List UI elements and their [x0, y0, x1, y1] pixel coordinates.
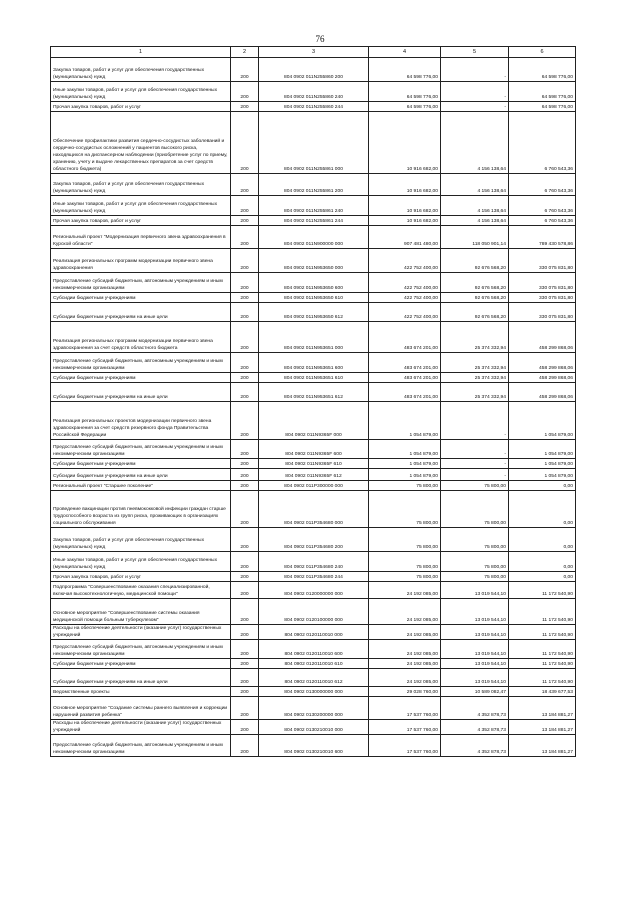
row-code: 200 [231, 697, 259, 720]
column-header: 5 [441, 47, 509, 58]
row-name: Предоставление субсидий бюджетным, автономным учреждениям и иным некоммерческим организациям [51, 440, 231, 459]
budget-table [50, 46, 576, 757]
table-row [51, 687, 576, 697]
row-plan: 17 537 760,00 [369, 735, 441, 757]
column-header: 1 [51, 47, 231, 58]
row-kbk: 804 0902 011N953650 612 [259, 303, 369, 322]
row-plan: 422 752 400,00 [369, 249, 441, 273]
row-rest: 11 172 540,90 [509, 669, 576, 687]
column-header: 4 [369, 47, 441, 58]
row-rest: 64 598 776,00 [509, 102, 576, 112]
row-name: Проведение вакцинации против пневмококковой инфекции граждан старше трудоспособного возраста из групп риска, проживающих в организациях социального обслуживания [51, 491, 231, 528]
row-rest: 0,00 [509, 491, 576, 528]
table-row [51, 599, 576, 625]
row-fact: 75 800,00 [441, 552, 509, 572]
row-rest: 330 075 831,80 [509, 273, 576, 293]
row-fact: 13 019 544,10 [441, 659, 509, 669]
row-code: 200 [231, 112, 259, 174]
row-rest: 13 184 881,27 [509, 735, 576, 757]
row-fact: 118 050 901,14 [441, 226, 509, 249]
row-kbk: 804 0902 011P354680 000 [259, 491, 369, 528]
table-row [51, 402, 576, 440]
column-header: 2 [231, 47, 259, 58]
row-plan: 1 054 879,00 [369, 402, 441, 440]
table-row [51, 249, 576, 273]
table-row [51, 735, 576, 757]
table-body [51, 58, 576, 757]
table-row [51, 373, 576, 383]
row-name: Обеспечение профилактики развития сердечно-сосудистых заболеваний и сердечно-сосудистых осложнений у пациентов высокого риска, находящихся на диспансерном наблюдении (приобретение услуг по приему, хранению, учету и выдаче лекарственных препаратов за счет средств областного бюджета) [51, 112, 231, 174]
row-name: Субсидии бюджетным учреждениям [51, 293, 231, 303]
row-name: Субсидии бюджетным учреждениям [51, 459, 231, 469]
row-kbk: 804 0902 0130210010 600 [259, 735, 369, 757]
row-rest: 0,00 [509, 481, 576, 491]
header-row [51, 47, 576, 58]
row-plan: 24 192 085,00 [369, 582, 441, 599]
row-plan: 75 800,00 [369, 572, 441, 582]
row-name: Подпрограмма "Совершенствование оказания специализированной, включая высокотехнологичную, медицинской помощи" [51, 582, 231, 599]
row-rest: 6 760 543,36 [509, 216, 576, 226]
table-row [51, 481, 576, 491]
row-fact: - [441, 58, 509, 82]
row-fact: 75 800,00 [441, 481, 509, 491]
row-fact: 13 019 544,10 [441, 599, 509, 625]
table-row [51, 102, 576, 112]
row-fact: 75 800,00 [441, 572, 509, 582]
row-name: Субсидии бюджетным учреждениям на иные цели [51, 303, 231, 322]
row-fact: 4 156 138,64 [441, 216, 509, 226]
row-code: 200 [231, 174, 259, 196]
row-kbk: 804 0902 0130210010 000 [259, 720, 369, 735]
row-plan: 75 800,00 [369, 528, 441, 552]
table-row [51, 720, 576, 735]
table-row [51, 469, 576, 481]
row-fact: 13 019 544,10 [441, 625, 509, 640]
table-row [51, 528, 576, 552]
row-plan: 24 192 085,00 [369, 640, 441, 659]
table-row [51, 58, 576, 82]
row-kbk: 804 0902 011N953650 600 [259, 273, 369, 293]
row-rest: 458 299 868,06 [509, 383, 576, 402]
row-name: Субсидии бюджетным учреждениям на иные цели [51, 469, 231, 481]
row-name: Региональный проект "Модернизация первичного звена здравоохранения в Курской области" [51, 226, 231, 249]
column-header: 6 [509, 47, 576, 58]
row-name: Прочая закупка товаров, работ и услуг [51, 102, 231, 112]
row-rest: 11 172 540,90 [509, 659, 576, 669]
row-name: Ведомственные проекты [51, 687, 231, 697]
row-fact: 13 019 544,10 [441, 640, 509, 659]
row-code: 200 [231, 249, 259, 273]
row-rest: 6 760 543,36 [509, 112, 576, 174]
table-row [51, 552, 576, 572]
row-fact: 13 019 544,10 [441, 669, 509, 687]
table-row [51, 572, 576, 582]
row-code: 200 [231, 82, 259, 102]
row-rest: 1 054 879,00 [509, 440, 576, 459]
row-name: Региональный проект "Старшее поколение" [51, 481, 231, 491]
row-fact: 92 676 568,20 [441, 273, 509, 293]
row-kbk: 804 0902 011N255861 244 [259, 216, 369, 226]
row-plan: 24 192 085,00 [369, 599, 441, 625]
row-code: 200 [231, 669, 259, 687]
row-plan: 64 598 776,00 [369, 58, 441, 82]
table-row [51, 196, 576, 216]
row-name: Реализация региональных программ модернизации первичного звена здравоохранения за счет средств областного бюджета [51, 322, 231, 353]
row-plan: 17 537 760,00 [369, 697, 441, 720]
row-fact: - [441, 469, 509, 481]
row-kbk: 804 0902 0120110010 612 [259, 669, 369, 687]
row-kbk: 804 0902 0120110010 000 [259, 625, 369, 640]
row-kbk: 804 0902 011P354680 244 [259, 572, 369, 582]
table-row [51, 459, 576, 469]
row-plan: 1 054 879,00 [369, 459, 441, 469]
row-rest: 458 299 868,06 [509, 322, 576, 353]
row-name: Реализация региональных проектов модернизации первичного звена здравоохранения за счет средств резервного фонда Правительства Российской Федерации [51, 402, 231, 440]
row-kbk: 804 0902 011N255860 200 [259, 58, 369, 82]
row-code: 200 [231, 599, 259, 625]
row-kbk: 804 0902 011N953651 612 [259, 383, 369, 402]
row-plan: 29 028 760,00 [369, 687, 441, 697]
table-row [51, 625, 576, 640]
row-kbk: 804 0902 0130200000 000 [259, 697, 369, 720]
row-name: Иные закупки товаров, работ и услуг для обеспечения государственных (муниципальных) нужд [51, 196, 231, 216]
row-rest: 13 184 881,27 [509, 697, 576, 720]
row-kbk: 804 0902 011N255860 240 [259, 82, 369, 102]
row-code: 200 [231, 353, 259, 373]
row-plan: 17 537 760,00 [369, 720, 441, 735]
row-plan: 75 800,00 [369, 552, 441, 572]
row-name: Расходы на обеспечение деятельности (оказание услуг) государственных учреждений [51, 720, 231, 735]
row-code: 200 [231, 735, 259, 757]
row-fact: 75 800,00 [441, 528, 509, 552]
table-row [51, 216, 576, 226]
row-code: 200 [231, 303, 259, 322]
row-fact: 25 374 332,94 [441, 353, 509, 373]
row-kbk: 804 0902 011N953651 000 [259, 322, 369, 353]
row-code: 200 [231, 226, 259, 249]
row-rest: 11 172 540,90 [509, 599, 576, 625]
row-plan: 907 481 480,00 [369, 226, 441, 249]
row-code: 200 [231, 58, 259, 82]
row-kbk: 804 0902 011N9365F 000 [259, 402, 369, 440]
row-kbk: 804 0902 0120110010 610 [259, 659, 369, 669]
row-rest: 0,00 [509, 552, 576, 572]
row-code: 200 [231, 572, 259, 582]
row-fact: 25 374 332,94 [441, 383, 509, 402]
row-plan: 483 674 201,00 [369, 322, 441, 353]
row-rest: 1 054 879,00 [509, 459, 576, 469]
row-plan: 1 054 879,00 [369, 440, 441, 459]
row-name: Закупка товаров, работ и услуг для обеспечения государственных (муниципальных) нужд [51, 174, 231, 196]
table-row [51, 112, 576, 174]
row-code: 200 [231, 491, 259, 528]
row-rest: 330 075 831,80 [509, 303, 576, 322]
row-plan: 64 598 776,00 [369, 102, 441, 112]
row-kbk: 804 0902 011P300000 000 [259, 481, 369, 491]
row-name: Субсидии бюджетным учреждениям [51, 373, 231, 383]
row-kbk: 804 0902 011N255861 200 [259, 174, 369, 196]
row-code: 200 [231, 582, 259, 599]
row-fact: 25 374 332,94 [441, 373, 509, 383]
table-row [51, 383, 576, 402]
row-plan: 10 916 682,00 [369, 174, 441, 196]
row-plan: 422 752 400,00 [369, 293, 441, 303]
row-rest: 330 075 831,80 [509, 249, 576, 273]
row-fact: 4 352 878,73 [441, 720, 509, 735]
row-code: 200 [231, 373, 259, 383]
table-row [51, 697, 576, 720]
row-plan: 483 674 201,00 [369, 373, 441, 383]
row-kbk: 804 0902 011N9365F 612 [259, 469, 369, 481]
row-plan: 24 192 085,00 [369, 625, 441, 640]
row-fact: - [441, 440, 509, 459]
row-plan: 24 192 085,00 [369, 669, 441, 687]
row-kbk: 804 0902 0130000000 000 [259, 687, 369, 697]
row-name: Закупка товаров, работ и услуг для обеспечения государственных (муниципальных) нужд [51, 58, 231, 82]
table-row [51, 669, 576, 687]
row-code: 200 [231, 402, 259, 440]
table-row [51, 353, 576, 373]
table-row [51, 273, 576, 293]
row-code: 200 [231, 481, 259, 491]
row-code: 200 [231, 459, 259, 469]
row-code: 200 [231, 625, 259, 640]
row-plan: 10 916 682,00 [369, 112, 441, 174]
row-fact: - [441, 82, 509, 102]
row-plan: 75 800,00 [369, 491, 441, 528]
row-code: 200 [231, 293, 259, 303]
row-kbk: 804 0902 011P354680 240 [259, 552, 369, 572]
row-fact: 25 374 332,94 [441, 322, 509, 353]
row-rest: 789 430 578,86 [509, 226, 576, 249]
row-fact: - [441, 102, 509, 112]
row-plan: 24 192 085,00 [369, 659, 441, 669]
table-row [51, 440, 576, 459]
row-fact: 4 352 878,73 [441, 697, 509, 720]
table-row [51, 582, 576, 599]
table-row [51, 226, 576, 249]
row-kbk: 804 0902 011N953650 000 [259, 249, 369, 273]
row-name: Иные закупки товаров, работ и услуг для обеспечения государственных (муниципальных) нужд [51, 552, 231, 572]
row-name: Реализация региональных программ модернизации первичного звена здравоохранения [51, 249, 231, 273]
row-name: Прочая закупка товаров, работ и услуг [51, 572, 231, 582]
row-fact: 4 156 138,64 [441, 174, 509, 196]
row-rest: 11 172 540,90 [509, 640, 576, 659]
row-name: Основное мероприятие "Совершенствование системы оказания медицинской помощи больным туберкулезом" [51, 599, 231, 625]
row-plan: 75 800,00 [369, 481, 441, 491]
row-fact: 4 156 138,64 [441, 196, 509, 216]
row-rest: 11 172 540,90 [509, 582, 576, 599]
row-kbk: 804 0902 0120000000 000 [259, 582, 369, 599]
row-rest: 0,00 [509, 528, 576, 552]
row-code: 200 [231, 273, 259, 293]
table-row [51, 640, 576, 659]
row-plan: 483 674 201,00 [369, 353, 441, 373]
row-fact: - [441, 402, 509, 440]
row-name: Субсидии бюджетным учреждениям на иные цели [51, 383, 231, 402]
row-rest: 6 760 543,36 [509, 196, 576, 216]
row-code: 200 [231, 383, 259, 402]
row-plan: 64 598 776,00 [369, 82, 441, 102]
row-rest: 18 439 677,53 [509, 687, 576, 697]
row-kbk: 804 0902 011N255861 240 [259, 196, 369, 216]
row-rest: 13 184 881,27 [509, 720, 576, 735]
row-kbk: 804 0902 011N953651 600 [259, 353, 369, 373]
row-code: 200 [231, 196, 259, 216]
row-plan: 422 752 400,00 [369, 273, 441, 293]
row-plan: 10 916 682,00 [369, 196, 441, 216]
row-code: 200 [231, 659, 259, 669]
row-kbk: 804 0902 011N9365F 600 [259, 440, 369, 459]
row-name: Предоставление субсидий бюджетным, автономным учреждениям и иным некоммерческим организациям [51, 273, 231, 293]
table-row [51, 303, 576, 322]
table-row [51, 322, 576, 353]
table-row [51, 659, 576, 669]
row-code: 200 [231, 687, 259, 697]
row-code: 200 [231, 216, 259, 226]
table-row [51, 82, 576, 102]
row-rest: 458 299 868,06 [509, 373, 576, 383]
row-rest: 6 760 543,36 [509, 174, 576, 196]
row-code: 200 [231, 322, 259, 353]
column-header: 3 [259, 47, 369, 58]
table-row [51, 293, 576, 303]
row-code: 200 [231, 440, 259, 459]
row-rest: 11 172 540,90 [509, 625, 576, 640]
table-row [51, 491, 576, 528]
table-row [51, 174, 576, 196]
row-kbk: 804 0902 011N255861 000 [259, 112, 369, 174]
row-rest: 64 598 776,00 [509, 58, 576, 82]
row-code: 200 [231, 528, 259, 552]
row-fact: 4 156 138,64 [441, 112, 509, 174]
row-name: Предоставление субсидий бюджетным, автономным учреждениям и иным некоммерческим организациям [51, 735, 231, 757]
row-kbk: 804 0902 011N255860 244 [259, 102, 369, 112]
row-plan: 1 054 879,00 [369, 469, 441, 481]
row-fact: 92 676 568,20 [441, 293, 509, 303]
row-kbk: 804 0902 011N9365F 610 [259, 459, 369, 469]
row-kbk: 804 0902 0120110010 600 [259, 640, 369, 659]
row-rest: 0,00 [509, 572, 576, 582]
row-plan: 10 916 682,00 [369, 216, 441, 226]
row-fact: 4 352 878,73 [441, 735, 509, 757]
row-code: 200 [231, 720, 259, 735]
row-fact: - [441, 459, 509, 469]
row-code: 200 [231, 469, 259, 481]
row-name: Расходы на обеспечение деятельности (оказание услуг) государственных учреждений [51, 625, 231, 640]
row-code: 200 [231, 552, 259, 572]
row-fact: 92 676 568,20 [441, 249, 509, 273]
row-kbk: 804 0902 011N900000 000 [259, 226, 369, 249]
row-plan: 422 752 400,00 [369, 303, 441, 322]
row-code: 200 [231, 102, 259, 112]
row-plan: 483 674 201,00 [369, 383, 441, 402]
row-rest: 458 299 868,06 [509, 353, 576, 373]
row-fact: 92 676 568,20 [441, 303, 509, 322]
row-rest: 64 598 776,00 [509, 82, 576, 102]
row-name: Предоставление субсидий бюджетным, автономным учреждениям и иным некоммерческим организациям [51, 353, 231, 373]
row-kbk: 804 0902 011N953650 610 [259, 293, 369, 303]
row-name: Субсидии бюджетным учреждениям на иные цели [51, 669, 231, 687]
row-kbk: 804 0902 0120100000 000 [259, 599, 369, 625]
page-number: 76 [315, 34, 325, 44]
row-name: Основное мероприятие "Создание системы раннего выявления и коррекции нарушений развития ребенка" [51, 697, 231, 720]
row-name: Иные закупки товаров, работ и услуг для обеспечения государственных (муниципальных) нужд [51, 82, 231, 102]
row-name: Закупка товаров, работ и услуг для обеспечения государственных (муниципальных) нужд [51, 528, 231, 552]
row-rest: 1 054 879,00 [509, 402, 576, 440]
row-kbk: 804 0902 011N953651 610 [259, 373, 369, 383]
row-name: Прочая закупка товаров, работ и услуг [51, 216, 231, 226]
row-fact: 75 800,00 [441, 491, 509, 528]
row-name: Субсидии бюджетным учреждениям [51, 659, 231, 669]
row-fact: 10 589 082,47 [441, 687, 509, 697]
row-rest: 330 075 831,80 [509, 293, 576, 303]
row-fact: 13 019 544,10 [441, 582, 509, 599]
row-code: 200 [231, 640, 259, 659]
row-kbk: 804 0902 011P354680 200 [259, 528, 369, 552]
row-rest: 1 054 879,00 [509, 469, 576, 481]
row-name: Предоставление субсидий бюджетным, автономным учреждениям и иным некоммерческим организациям [51, 640, 231, 659]
